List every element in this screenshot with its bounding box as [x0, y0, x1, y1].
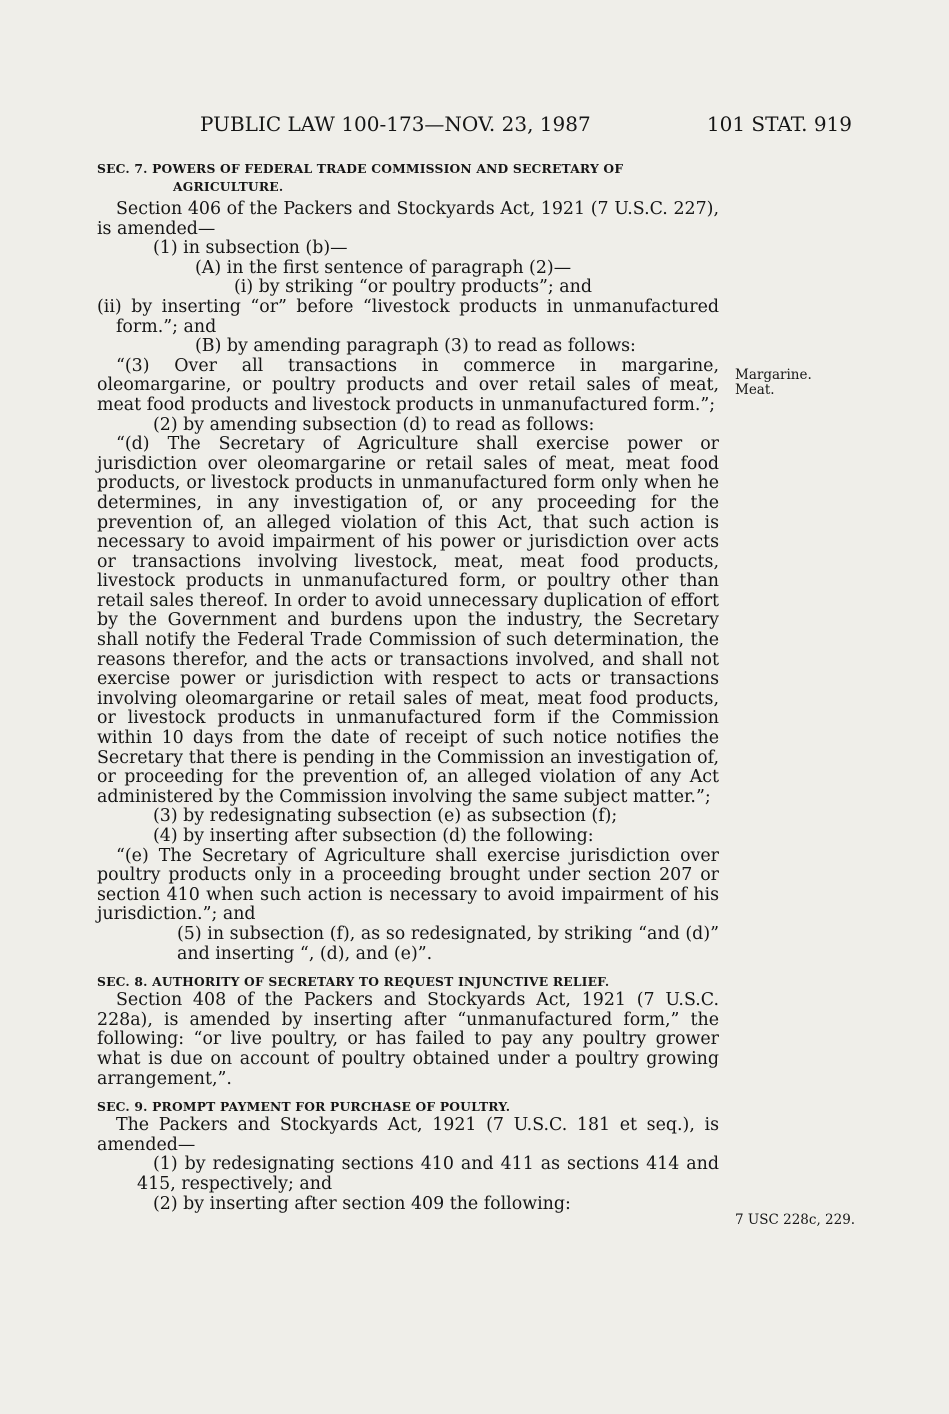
sec7-item-1Ai: (i) by striking “or poultry products”; and — [234, 277, 592, 298]
sec7-item-5: (5) in subsection (f), as so redesignated, by striking “and (d)” and inserting “, (d), and (e)”. — [177, 923, 719, 964]
sec7-quote-3: “(3) Over all transactions in commerce in margarine, oleomargarine, or poultry products and over retail sales of meat, meat food products and livestock products in unmanufactured form.”; — [97, 355, 719, 415]
text-column — [97, 160, 719, 1214]
sec9-item-2: (2) by inserting after section 409 the following: — [153, 1193, 571, 1214]
sec7-heading-line2: AGRICULTURE. — [173, 179, 284, 194]
sec7-quote-e: “(e) The Secretary of Agriculture shall exercise jurisdiction over poultry products only in a proceeding brought under section 207 or section 410 when such action is necessary to avoid impairment of his jurisdiction.”; and — [97, 845, 719, 925]
sec7-item-4: (4) by inserting after subsection (d) the following: — [153, 826, 594, 846]
sec7-item-3: (3) by redesignating subsection (e) as subsection (f); — [153, 806, 618, 827]
sec7-item-2: (2) by amending subsection (d) to read as follows: — [153, 414, 595, 435]
sec7-heading — [97, 160, 719, 196]
sec9-heading: SEC. 9. PROMPT PAYMENT FOR PURCHASE OF POULTRY. — [97, 1099, 511, 1115]
sec8-body: Section 408 of the Packers and Stockyards Act, 1921 (7 U.S.C. 228a), is amended by inserting after “unmanufactured form,” the following: “or live poultry, or has failed to pay any poultry grower what is due on account of poultry obtained under a poultry growing arrangement,”. — [97, 990, 719, 1089]
header-stat-page: 101 STAT. 919 — [706, 112, 852, 136]
margin-note-usc: 7 USC 228c, 229. — [735, 1212, 856, 1228]
sec9-item-1: (1) by redesignating sections 410 and 411 as sections 414 and 415, respectively; and — [137, 1154, 719, 1194]
sec7-item-1Aii: (ii) by inserting “or” before “livestock products in unmanufactured form.”; and — [97, 296, 719, 337]
header-law-date: PUBLIC LAW 100-173—NOV. 23, 1987 — [200, 112, 591, 136]
sec7-item-1B: (B) by amending paragraph (3) to read as follows: — [195, 336, 636, 357]
sec7-heading-line1: SEC. 7. POWERS OF FEDERAL TRADE COMMISSION AND SECRETARY OF — [97, 161, 624, 176]
margin-note-meat: Meat. — [735, 382, 775, 398]
sec9-intro: The Packers and Stockyards Act, 1921 (7 U.S.C. 181 et seq.), is amended— — [97, 1115, 719, 1155]
sec7-quote-d: “(d) The Secretary of Agriculture shall exercise power or jurisdiction over oleomargarine or retail sales of meat, meat food products, or livestock products in unmanufactured form only when he determines, in any investigation of, or any proceeding for the prevention of, an alleged violation of this Act, that such action is necessary to avoid impairment of his power or jurisdiction over acts or transactions involving livestock, meat, meat food products, livestock products in unmanufactured form, or poultry other than retail sales thereof. In order to avoid unnecessary duplication of effort by the Government and burdens upon the industry, the Secretary shall notify the Federal Trade Commission of such determination, the reasons therefor, and the acts or transactions involved, and shall not exercise power or jurisdiction with respect to acts or transactions involving oleomargarine or retail sales of meat, meat food products, or livestock products in unmanufactured form if the Commission within 10 days from the date of receipt of such notice notifies the Secretary that there is pending in the Commission an investigation of, or proceeding for the prevention of, an alleged violation of any Act administered by the Commission involving the same subject matter.”; — [97, 434, 719, 807]
page-header — [200, 112, 852, 142]
margin-note-margarine: Margarine. — [735, 367, 812, 383]
sec7-item-1: (1) in subsection (b)— — [153, 238, 348, 259]
sec8-heading: SEC. 8. AUTHORITY OF SECRETARY TO REQUEST INJUNCTIVE RELIEF. — [97, 974, 610, 990]
sec7-intro: Section 406 of the Packers and Stockyards Act, 1921 (7 U.S.C. 227), is amended— — [97, 199, 719, 239]
sec7-item-1A: (A) in the first sentence of paragraph (2)— — [195, 257, 572, 278]
